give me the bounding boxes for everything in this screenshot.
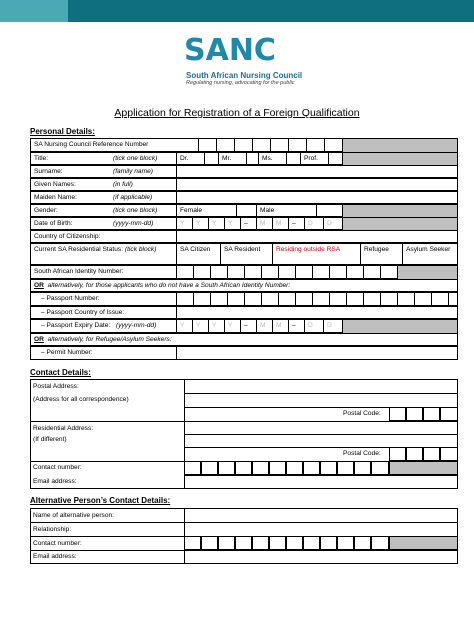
passport-digit-box[interactable] (380, 293, 397, 306)
gender-tick-box[interactable] (316, 205, 342, 217)
contact-digit-box[interactable] (337, 461, 354, 475)
org-name: South African Nursing Council (186, 71, 303, 80)
contact-number-label: Contact number: (33, 464, 82, 471)
residential-code-box[interactable] (423, 447, 440, 461)
contact-digit-box[interactable] (371, 461, 389, 475)
id-row (30, 265, 458, 279)
contact-digit-box[interactable] (235, 461, 252, 475)
country-row (30, 230, 458, 243)
res-status-row (30, 243, 458, 265)
title-option-ms[interactable]: Ms. (258, 153, 286, 165)
res-option-outside-rsa[interactable]: Residing outside RSA (272, 244, 360, 265)
id-digit-box[interactable] (312, 266, 329, 279)
dob-row (30, 217, 458, 230)
title-tick-box[interactable] (204, 153, 218, 165)
title-row (30, 152, 458, 165)
id-digit-box[interactable] (295, 266, 312, 279)
country-field[interactable] (176, 231, 458, 243)
alt-digit-box[interactable] (218, 536, 235, 550)
passport-digit-box[interactable] (244, 293, 261, 306)
expiry-year-box[interactable]: Y (224, 320, 240, 333)
passport-digit-box[interactable] (210, 293, 227, 306)
contact-digit-box[interactable] (354, 461, 371, 475)
gender-label: Gender: (30, 205, 110, 217)
dob-day-box[interactable]: D (304, 218, 323, 230)
title-option-dr[interactable]: Dr. (176, 153, 204, 165)
expiry-shaded (342, 320, 458, 333)
id-digit-box[interactable] (244, 266, 261, 279)
expiry-year-box[interactable]: Y (208, 320, 224, 333)
residential-code-box[interactable] (389, 447, 406, 461)
passport-digit-box[interactable] (363, 293, 380, 306)
expiry-month-box[interactable]: M (256, 320, 272, 333)
alt-name-field[interactable] (184, 508, 458, 522)
gender-tick-box[interactable] (236, 205, 256, 217)
res-option-refugee[interactable]: Refugee (360, 244, 402, 265)
title-tick-box[interactable] (286, 153, 300, 165)
surname-hint: (family name) (113, 167, 153, 175)
id-digit-box[interactable] (278, 266, 295, 279)
alt-relationship-label: Relationship: (33, 526, 72, 533)
dob-hint: (yyyy-mm-dd) (113, 219, 154, 227)
passport-digit-box[interactable] (278, 293, 295, 306)
or-note-permit (30, 334, 458, 346)
residential-code-box[interactable] (406, 447, 423, 461)
email-label: Email address: (33, 478, 77, 485)
dob-separator: – (240, 218, 256, 230)
id-digit-box[interactable] (261, 266, 278, 279)
res-status-hint: (tick block) (124, 246, 157, 253)
passport-country-field[interactable] (176, 307, 458, 319)
passport-expiry-hint: (yyyy-mm-dd) (116, 322, 157, 330)
ref-box[interactable] (288, 139, 306, 152)
title-option-prof[interactable]: Prof. (300, 153, 328, 165)
alt-digit-box[interactable] (201, 536, 218, 550)
or-keyword: OR (34, 335, 44, 343)
title-tick-box[interactable] (246, 153, 258, 165)
id-digit-box[interactable] (176, 266, 193, 279)
or-note-id (30, 280, 458, 292)
given-field[interactable] (176, 179, 458, 191)
id-digit-box[interactable] (329, 266, 346, 279)
or-note-text: alternatively, for Refugee/Asylum Seekers: (47, 335, 172, 343)
postal-code-box[interactable] (406, 407, 423, 421)
passport-digit-box[interactable] (329, 293, 346, 306)
res-status-label-cell (30, 244, 176, 265)
alt-name-label: Name of alternative person: (33, 512, 114, 519)
gender-hint: (tick one block) (113, 206, 158, 214)
dob-year-box[interactable]: Y (176, 218, 192, 230)
passport-digit-box[interactable] (176, 293, 193, 306)
alt-email-field[interactable] (184, 550, 458, 564)
passport-digit-box[interactable] (227, 293, 244, 306)
maiden-field[interactable] (176, 192, 458, 204)
residential-hint: (If different) (33, 436, 67, 443)
permit-field[interactable] (176, 347, 458, 360)
alternative-heading: Alternative Person’s Contact Details: (30, 496, 171, 505)
passport-digit-box[interactable] (312, 293, 329, 306)
header-bar (68, 0, 474, 22)
ref-box[interactable] (234, 139, 252, 152)
expiry-day-box[interactable]: D (323, 320, 342, 333)
gender-row (30, 204, 458, 217)
ref-box[interactable] (324, 139, 342, 152)
expiry-year-box[interactable]: Y (176, 320, 192, 333)
title-label: Title: (30, 153, 110, 165)
title-tick-box[interactable] (328, 153, 342, 165)
or-row-permit (30, 333, 458, 346)
id-digit-box[interactable] (363, 266, 380, 279)
contact-digit-box[interactable] (269, 461, 286, 475)
passport-country-label: – Passport Country of Issue: (30, 307, 176, 319)
residential-label: Residential Address: (33, 425, 94, 432)
alt-email-label: Email address: (33, 553, 77, 560)
passport-digit-box[interactable] (414, 293, 431, 306)
dob-separator: – (288, 218, 304, 230)
id-digit-box[interactable] (227, 266, 244, 279)
id-shaded (397, 266, 458, 279)
alt-relationship-field[interactable] (184, 522, 458, 536)
alt-digit-box[interactable] (337, 536, 354, 550)
permit-row (30, 346, 458, 360)
passport-digit-box[interactable] (397, 293, 414, 306)
or-note-text: alternatively, for those applicants who do not have a South African Identity Number: (47, 281, 291, 289)
passport-country-row (30, 306, 458, 319)
residential-code-label: Postal Code: (343, 450, 381, 457)
alt-digit-box[interactable] (354, 536, 371, 550)
postal-field-2[interactable] (184, 393, 458, 407)
ref-box[interactable] (216, 139, 234, 152)
postal-hint: (Address for all correspondence) (33, 396, 129, 403)
dob-label: Date of Birth: (30, 218, 110, 230)
postal-field-1[interactable] (184, 379, 458, 393)
dob-day-box[interactable]: D (323, 218, 342, 230)
permit-label: – Permit Number: (30, 347, 176, 360)
personal-heading: Personal Details: (30, 127, 95, 136)
alt-digit-box[interactable] (286, 536, 303, 550)
contact-number-shaded (389, 461, 458, 475)
id-label: South African Identity Number: (30, 266, 176, 279)
given-row (30, 178, 458, 191)
title-hint: (tick one block) (113, 154, 158, 162)
contact-digit-box[interactable] (320, 461, 337, 475)
alt-digit-box[interactable] (252, 536, 269, 550)
expiry-day-box[interactable]: D (304, 320, 323, 333)
or-keyword: OR (34, 281, 44, 289)
dob-month-box[interactable]: M (256, 218, 272, 230)
country-label: Country of Citizenship: (30, 231, 176, 243)
id-digit-box[interactable] (380, 266, 397, 279)
postal-code-label: Postal Code: (343, 410, 381, 417)
res-option-asylum-seeker[interactable]: Asylum Seeker (402, 244, 458, 265)
passport-digit-box[interactable] (295, 293, 312, 306)
ref-shaded (342, 139, 458, 152)
dob-year-box[interactable]: Y (192, 218, 208, 230)
title-shaded (342, 153, 458, 165)
contact-digit-box[interactable] (252, 461, 269, 475)
gender-option-female[interactable]: Female (176, 205, 236, 217)
passport-digit-box[interactable] (448, 293, 458, 306)
title-option-mr[interactable]: Mr. (218, 153, 246, 165)
org-tagline: Regulating nursing, advocating for the public (186, 80, 295, 86)
ref-label: SA Nursing Council Reference Number (30, 139, 198, 152)
maiden-hint: (if applicable) (113, 193, 153, 201)
dob-year-box[interactable]: Y (224, 218, 240, 230)
passport-digit-box[interactable] (346, 293, 363, 306)
alt-number-shaded (389, 536, 458, 550)
surname-row (30, 165, 458, 178)
email-field[interactable] (184, 475, 458, 489)
alt-number-label: Contact number: (33, 540, 82, 547)
ref-box[interactable] (270, 139, 288, 152)
contact-digit-box[interactable] (303, 461, 320, 475)
sanc-logo: SANC (184, 33, 276, 68)
alt-digit-box[interactable] (320, 536, 337, 550)
or-row-id (30, 279, 458, 292)
maiden-label: Maiden Name: (30, 192, 110, 204)
residential-code-box[interactable] (440, 447, 458, 461)
ref-row (30, 138, 458, 152)
contact-digit-box[interactable] (201, 461, 218, 475)
res-status-label: Current SA Residential Status: (34, 246, 124, 253)
passport-number-row (30, 292, 458, 306)
alt-digit-box[interactable] (235, 536, 252, 550)
given-label: Given Names: (30, 179, 110, 191)
postal-label: Postal Address: (33, 383, 79, 390)
gender-option-male[interactable]: Male (256, 205, 316, 217)
dob-month-box[interactable]: M (272, 218, 288, 230)
surname-label: Surname: (30, 166, 110, 178)
passport-expiry-row (30, 319, 458, 333)
residential-field-2[interactable] (184, 434, 458, 447)
ref-box[interactable] (252, 139, 270, 152)
contact-digit-box[interactable] (184, 461, 201, 475)
id-digit-box[interactable] (346, 266, 363, 279)
expiry-separator: – (240, 320, 256, 333)
passport-expiry-label: – Passport Expiry Date: (30, 320, 110, 333)
ref-box[interactable] (198, 139, 216, 152)
alt-digit-box[interactable] (303, 536, 320, 550)
expiry-month-box[interactable]: M (272, 320, 288, 333)
postal-code-box[interactable] (440, 407, 458, 421)
postal-code-box[interactable] (389, 407, 406, 421)
res-option-sa-citizen[interactable]: SA Citizen (176, 244, 220, 265)
maiden-row (30, 191, 458, 204)
alt-digit-box[interactable] (269, 536, 286, 550)
passport-digit-box[interactable] (193, 293, 210, 306)
expiry-year-box[interactable]: Y (192, 320, 208, 333)
surname-field[interactable] (176, 166, 458, 178)
given-hint: (in full) (113, 180, 133, 188)
dob-shaded (342, 218, 458, 230)
gender-shaded (342, 205, 458, 217)
alt-digit-box[interactable] (371, 536, 389, 550)
ref-box[interactable] (306, 139, 324, 152)
res-option-sa-resident[interactable]: SA Resident (220, 244, 272, 265)
page-title: Application for Registration of a Foreign Qualification (114, 107, 360, 119)
passport-digit-box[interactable] (431, 293, 448, 306)
expiry-separator: – (288, 320, 304, 333)
postal-code-box[interactable] (423, 407, 440, 421)
id-digit-box[interactable] (193, 266, 210, 279)
residential-field-1[interactable] (184, 421, 458, 434)
header-bar-accent (0, 0, 68, 22)
contact-heading: Contact Details: (30, 368, 91, 377)
dob-year-box[interactable]: Y (208, 218, 224, 230)
passport-number-label: – Passport Number: (30, 293, 176, 306)
passport-digit-box[interactable] (261, 293, 278, 306)
alt-digit-box[interactable] (184, 536, 201, 550)
contact-digit-box[interactable] (218, 461, 235, 475)
id-digit-box[interactable] (210, 266, 227, 279)
contact-digit-box[interactable] (286, 461, 303, 475)
